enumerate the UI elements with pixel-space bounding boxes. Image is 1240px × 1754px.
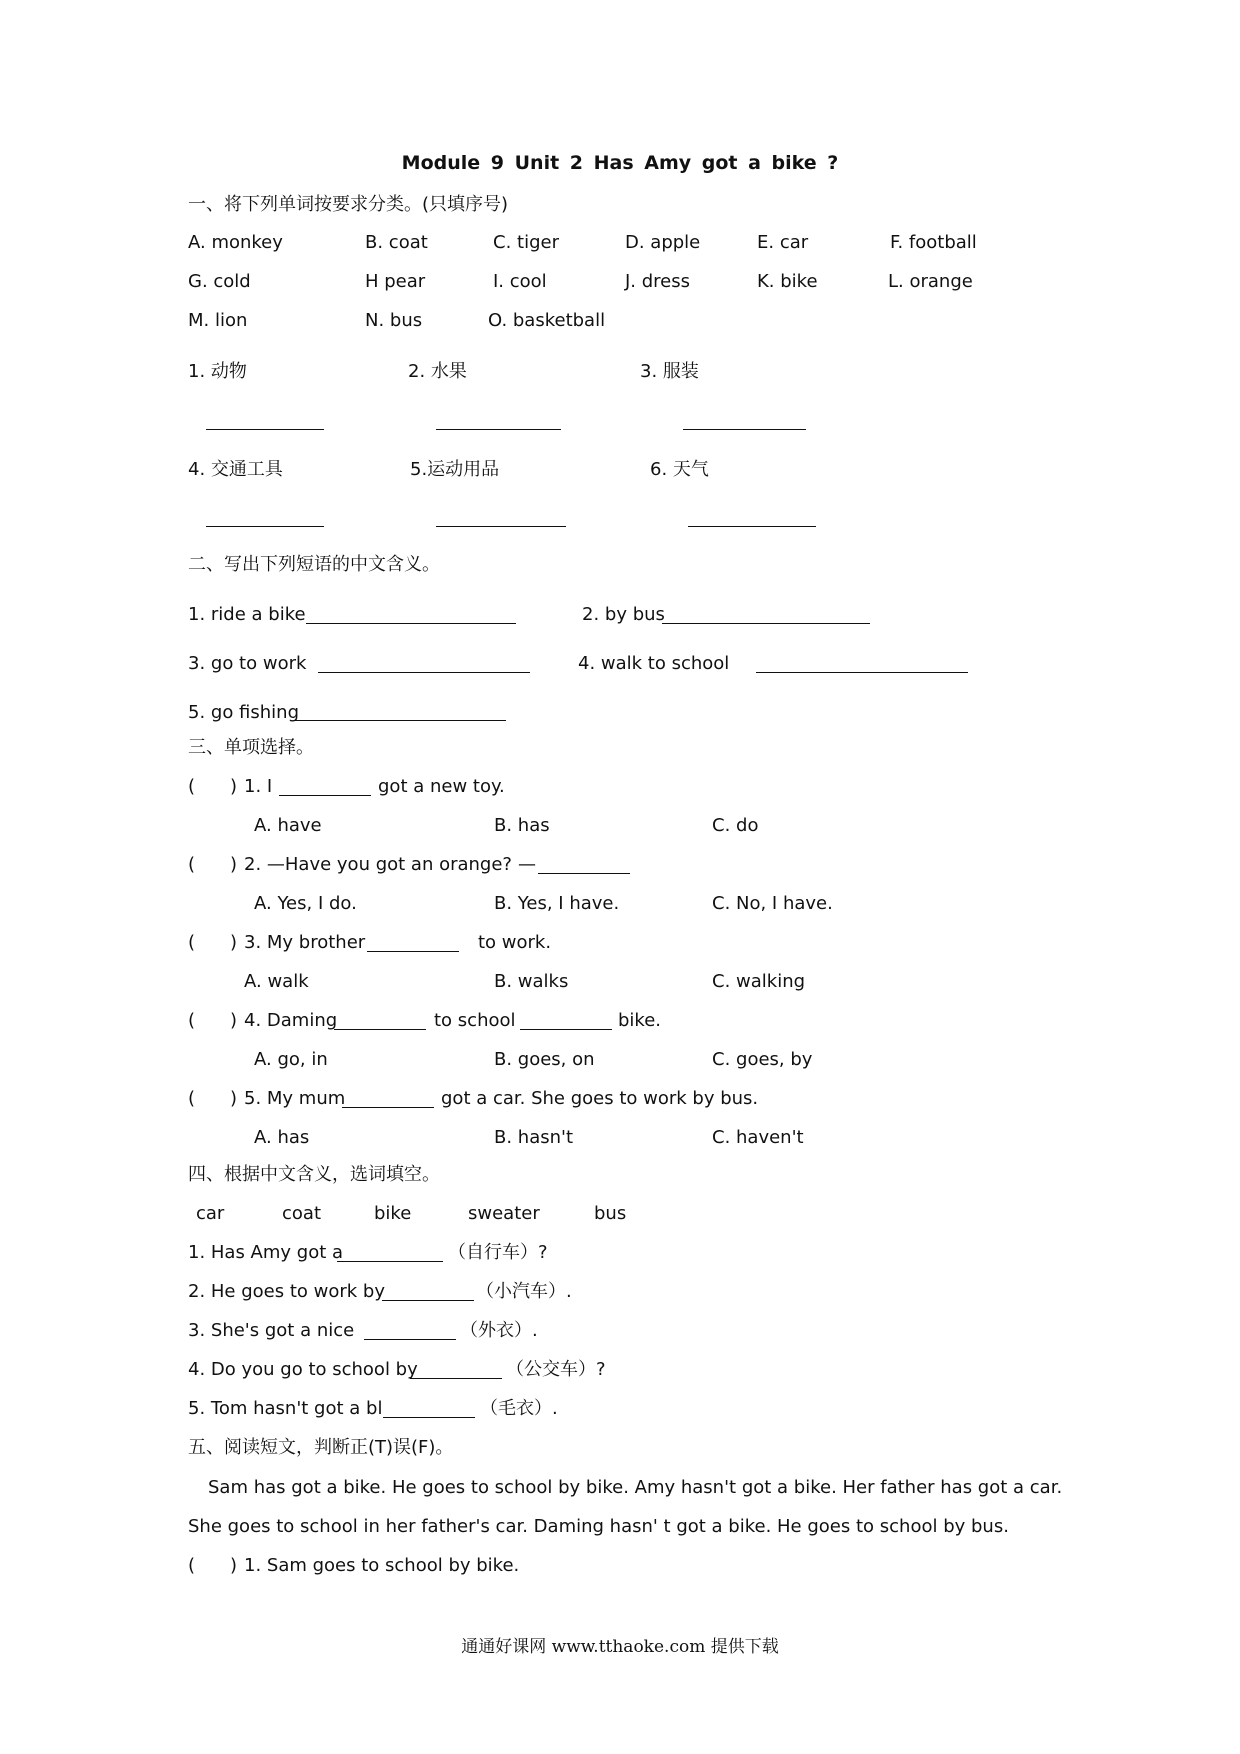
answer-blank[interactable]: [364, 1339, 456, 1340]
answer-blank[interactable]: [436, 429, 561, 430]
word-item: N. bus: [365, 310, 423, 331]
question-text: bike.: [618, 1010, 662, 1031]
fill-item-hint: （公交车）?: [506, 1359, 606, 1380]
word-item: M. lion: [188, 310, 248, 331]
section-4-heading: 四、根据中文含义，选词填空。: [188, 1164, 440, 1185]
word-item: I. cool: [493, 271, 547, 292]
option[interactable]: B. Yes, I have.: [494, 893, 620, 914]
word-item: G. cold: [188, 271, 251, 292]
reading-passage-line: Sam has got a bike. He goes to school by bike. Amy hasn't got a bike. Her father has got a car.: [208, 1477, 1063, 1498]
answer-blank[interactable]: [520, 1029, 612, 1030]
phrase-item: 5. go fishing: [188, 702, 300, 723]
fill-item-hint: （毛衣）.: [480, 1398, 558, 1419]
section-3-heading: 三、单项选择。: [188, 737, 314, 758]
option[interactable]: C. haven't: [712, 1127, 804, 1148]
word-item: H pear: [365, 271, 426, 292]
section-5-heading: 五、阅读短文，判断正(T)误(F)。: [188, 1437, 454, 1458]
word-item: E. car: [757, 232, 809, 253]
option[interactable]: A. go, in: [254, 1049, 328, 1070]
answer-blank[interactable]: [538, 873, 630, 874]
fill-item-hint: （自行车）?: [448, 1242, 548, 1263]
word-item: L. orange: [888, 271, 973, 292]
question-text: 4. Daming: [244, 1010, 338, 1031]
fill-item-text: 4. Do you go to school by: [188, 1359, 418, 1380]
option[interactable]: A. Yes, I do.: [254, 893, 357, 914]
option[interactable]: B. goes, on: [494, 1049, 595, 1070]
option[interactable]: A. have: [254, 815, 322, 836]
word-item: D. apple: [625, 232, 701, 253]
answer-blank[interactable]: [662, 623, 870, 624]
option[interactable]: C. No, I have.: [712, 893, 833, 914]
answer-blank[interactable]: [688, 526, 816, 527]
option[interactable]: A. walk: [244, 971, 309, 992]
fill-item-text: 1. Has Amy got a: [188, 1242, 344, 1263]
word-bank-item: coat: [282, 1203, 321, 1224]
category-label: 1. 动物: [188, 361, 247, 382]
word-bank-item: car: [196, 1203, 225, 1224]
question-text: to school: [434, 1010, 516, 1031]
answer-blank[interactable]: [367, 951, 459, 952]
option[interactable]: C. do: [712, 815, 759, 836]
answer-blank[interactable]: [318, 672, 530, 673]
category-label: 6. 天气: [650, 459, 709, 480]
word-item: B. coat: [365, 232, 428, 253]
word-item: C. tiger: [493, 232, 559, 253]
word-bank-item: bus: [594, 1203, 627, 1224]
question-text: 5. My mum: [244, 1088, 346, 1109]
question-text: 2. —Have you got an orange?: [244, 854, 512, 875]
answer-blank[interactable]: [410, 1378, 502, 1379]
answer-blank[interactable]: [756, 672, 968, 673]
page-title: Module 9 Unit 2 Has Amy got a bike ?: [401, 152, 839, 174]
option[interactable]: B. hasn't: [494, 1127, 574, 1148]
phrase-item: 3. go to work: [188, 653, 307, 674]
answer-paren-close: ): [230, 1088, 238, 1109]
question-text: 3. My brother: [244, 932, 366, 953]
option[interactable]: B. walks: [494, 971, 569, 992]
reading-passage-line: She goes to school in her father's car. Daming hasn' t got a bike. He goes to school by bus.: [188, 1516, 1009, 1537]
answer-paren-close: ): [230, 1555, 238, 1576]
answer-blank[interactable]: [306, 623, 516, 624]
option[interactable]: C. walking: [712, 971, 806, 992]
answer-paren-open: (: [188, 1555, 196, 1576]
word-bank-item: bike: [374, 1203, 412, 1224]
answer-paren-open: (: [188, 1088, 196, 1109]
question-text: got a new toy.: [378, 776, 505, 797]
phrase-item: 4. walk to school: [578, 653, 730, 674]
word-item: A. monkey: [188, 232, 283, 253]
fill-item-text: 5. Tom hasn't got a bl: [188, 1398, 383, 1419]
answer-blank[interactable]: [683, 429, 806, 430]
category-label: 3. 服装: [640, 361, 699, 382]
answer-blank[interactable]: [206, 526, 324, 527]
answer-paren-close: ): [230, 854, 238, 875]
question-text: to work.: [478, 932, 552, 953]
answer-blank[interactable]: [206, 429, 324, 430]
section-2-heading: 二、写出下列短语的中文含义。: [188, 554, 440, 575]
answer-blank[interactable]: [279, 795, 371, 796]
answer-paren-close: ): [230, 776, 238, 797]
footer-credit: 通通好课网 www.tthaoke.com 提供下载: [461, 1637, 779, 1657]
phrase-item: 2. by bus: [582, 604, 665, 625]
answer-blank[interactable]: [382, 1300, 474, 1301]
fill-item-hint: （外衣）.: [460, 1320, 538, 1341]
answer-blank[interactable]: [337, 1261, 443, 1262]
answer-blank[interactable]: [342, 1107, 434, 1108]
word-item: K. bike: [757, 271, 818, 292]
question-text: got a car. She goes to work by bus.: [441, 1088, 759, 1109]
fill-item-hint: （小汽车）.: [476, 1281, 572, 1302]
judgement-question: 1. Sam goes to school by bike.: [244, 1555, 520, 1576]
answer-paren-open: (: [188, 854, 196, 875]
word-item: J. dress: [625, 271, 691, 292]
word-item: F. football: [890, 232, 977, 253]
answer-paren-close: ): [230, 1010, 238, 1031]
category-label: 2. 水果: [408, 361, 467, 382]
answer-paren-open: (: [188, 1010, 196, 1031]
option[interactable]: C. goes, by: [712, 1049, 813, 1070]
answer-blank[interactable]: [436, 526, 566, 527]
answer-paren-open: (: [188, 932, 196, 953]
answer-blank[interactable]: [334, 1029, 426, 1030]
section-1-heading: 一、将下列单词按要求分类。(只填序号): [188, 194, 509, 215]
option[interactable]: B. has: [494, 815, 550, 836]
option[interactable]: A. has: [254, 1127, 310, 1148]
phrase-item: 1. ride a bike: [188, 604, 306, 625]
category-label: 5.运动用品: [410, 459, 500, 480]
question-text: —: [518, 854, 536, 875]
answer-paren-open: (: [188, 776, 196, 797]
word-bank-item: sweater: [468, 1203, 540, 1224]
answer-blank[interactable]: [294, 720, 506, 721]
category-label: 4. 交通工具: [188, 459, 283, 480]
question-text: 1. I: [244, 776, 273, 797]
answer-paren-close: ): [230, 932, 238, 953]
fill-item-text: 2. He goes to work by: [188, 1281, 385, 1302]
answer-blank[interactable]: [383, 1417, 475, 1418]
word-item: O. basketball: [488, 310, 606, 331]
fill-item-text: 3. She's got a nice: [188, 1320, 355, 1341]
